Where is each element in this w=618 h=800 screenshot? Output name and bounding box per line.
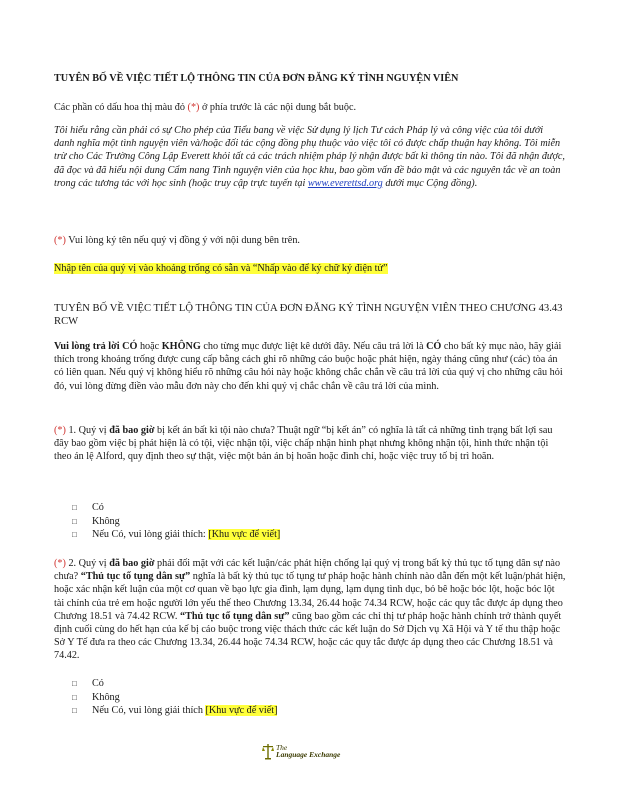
checkbox-icon[interactable]: □	[72, 516, 77, 526]
required-asterisk: (*)	[54, 235, 66, 246]
section2-title: TUYÊN BỐ VỀ VIỆC TIẾT LỘ THÔNG TIN CỦA ĐƠN ĐĂNG KÝ TÌNH NGUYỆN VIÊN THEO CHƯƠNG 43.43 RCW	[54, 303, 563, 328]
checkbox-icon[interactable]: □	[72, 692, 77, 702]
explain-field[interactable]: [Khu vực để viết]	[205, 705, 278, 716]
question-2: (*) 2. Quý vị đã bao giờ phải đối mặt với các kết luận/các phát hiện chống lại quý vị trong bất kỳ thủ tục tố tụng dân sự nào chưa? “Thủ tục tố tụng dân sự” nghĩa là bất kỳ thủ tục tố tụng tư pháp hoặc hành chính nào dẫn đến một kết luận/phát hiện, hoặc xác nhận kết luận của một cơ quan về bạo lực gia đình, lạm dụng, lạm dụng tình dục, bỏ bê hoặc bóc lột, hoặc bóc lột tài chính của trẻ em hoặc người lớn yếu thế theo Chương 13.34, 26.44 hoặc 74.34 RCW, hoặc các quy tắc được áp dụng theo Chương 18.51 và 74.42 RCW. “Thủ tục tố tụng dân sự” cũng bao gồm các chỉ thị tư pháp hoặc hành chính trở thành quyết định cuối cùng do hết hạn của kế bị cáo buộc trong việc thách thức các kết luận do Sở Dịch vụ Xã Hội và Y tế thu thập hoặc Sở Y Tế đưa ra theo các Chương 13.34, 26.44 hoặc 74.34 RCW, hoặc các quy tắc được áp dụng theo các Chương 18.51 và 74.42.	[54, 558, 566, 662]
checkbox-icon[interactable]: □	[72, 503, 77, 512]
section1-title: TUYÊN BỐ VỀ VIỆC TIẾT LỘ THÔNG TIN CỦA ĐƠN ĐĂNG KÝ TÌNH NGUYỆN VIÊN	[54, 73, 459, 84]
option-explain: □ Nếu Có, vui lòng giải thích: [Khu vực để viết]	[72, 529, 281, 540]
option-no[interactable]: □ Không	[72, 515, 120, 527]
disclaimer-paragraph: Tôi hiểu rằng cần phải có sự Cho phép của Tiểu bang về việc Sử dụng lý lịch Tư cách Pháp lý và công việc của tôi dưới danh nghĩa một tình nguyện viên và/hoặc đối tác cộng đồng phụ thuộc vào việc tôi có được chấp thuận hay không. Tôi miễn trừ cho Các Trường Công Lập Everett khỏi tất cả các trách nhiệm pháp lý nhận được bất kì thông tin nào. Tôi đã nhận được, đã đọc và đã hiểu nội dung Cẩm nang Tình nguyện viên của học khu, bao gồm vấn đề bảo mật và các nguyên tắc về an toàn trong các tương tác với học sinh (hoặc truy cập trực tuyến tại www.everettsd.org dưới mục Cộng đồng).	[54, 125, 565, 189]
required-asterisk: (*)	[54, 425, 66, 436]
scales-icon	[262, 742, 274, 760]
required-note: Các phần có dấu hoa thị màu đỏ (*) ở phía trước là các nội dung bắt buộc.	[54, 102, 357, 113]
explain-field[interactable]: [Khu vực để viết]	[208, 529, 281, 540]
checkbox-icon[interactable]: □	[72, 530, 77, 539]
option-no[interactable]: □ Không	[72, 691, 120, 703]
language-exchange-logo	[262, 740, 354, 762]
question-2-options	[72, 677, 372, 718]
required-asterisk: (*)	[187, 102, 200, 113]
option-yes[interactable]: □ Có	[72, 502, 104, 513]
question-1: (*) 1. Quý vị đã bao giờ bị kết án bất kì tội nào chưa? Thuật ngữ “bị kết án” có nghĩa là tất cả những tình trạng bất lợi sau đây bao gồm việc bị phát hiện là có tội, việc nhận tội, việc chấp nhận hình phạt nhưng không nhận tội, hình thức nhận tội theo án lệ Alford, quy định theo sự thật, việc một bản án bị hoãn hoặc đình chỉ, hoặc việc truy tố bị trì hoãn.	[54, 425, 553, 463]
checkbox-icon[interactable]: □	[72, 706, 77, 715]
signature-field-text[interactable]: Nhập tên của quý vị vào khoảng trống có sẵn và “Nhấp vào để ký chữ ký điện tử”	[54, 263, 388, 274]
logo-text: The Language Exchange	[276, 742, 341, 759]
signature-field[interactable]	[54, 262, 566, 275]
everettsd-link[interactable]: www.everettsd.org	[307, 177, 383, 189]
checkbox-icon[interactable]: □	[72, 679, 77, 688]
required-asterisk: (*)	[54, 558, 66, 569]
question-1-options	[72, 501, 372, 542]
option-yes[interactable]: □ Có	[72, 678, 104, 689]
instructions-paragraph: Vui lòng trả lời CÓ hoặc KHÔNG cho từng mục được liệt kê dưới đây. Nếu câu trả lời là CÓ cho bất kỳ mục nào, hãy giải thích trong khoảng trống được cung cấp bằng cách ghi rõ những cáo buộc hoặc phát hiện, ngày tháng cũng như (các) tòa án có liên quan. Nếu quý vị không hiểu rõ những câu hỏi này hoặc không chắc chắn về câu trả lời của quý vị cho những câu hỏi đó, vui lòng đừng điền vào mẫu đơn này cho đến khi quý vị chắc chắn về câu trả lời của mình.	[54, 341, 563, 392]
option-explain: □ Nếu Có, vui lòng giải thích [Khu vực để viết]	[72, 705, 278, 716]
sign-prompt: (*) Vui lòng ký tên nếu quý vị đồng ý với nội dung bên trên.	[54, 235, 300, 246]
